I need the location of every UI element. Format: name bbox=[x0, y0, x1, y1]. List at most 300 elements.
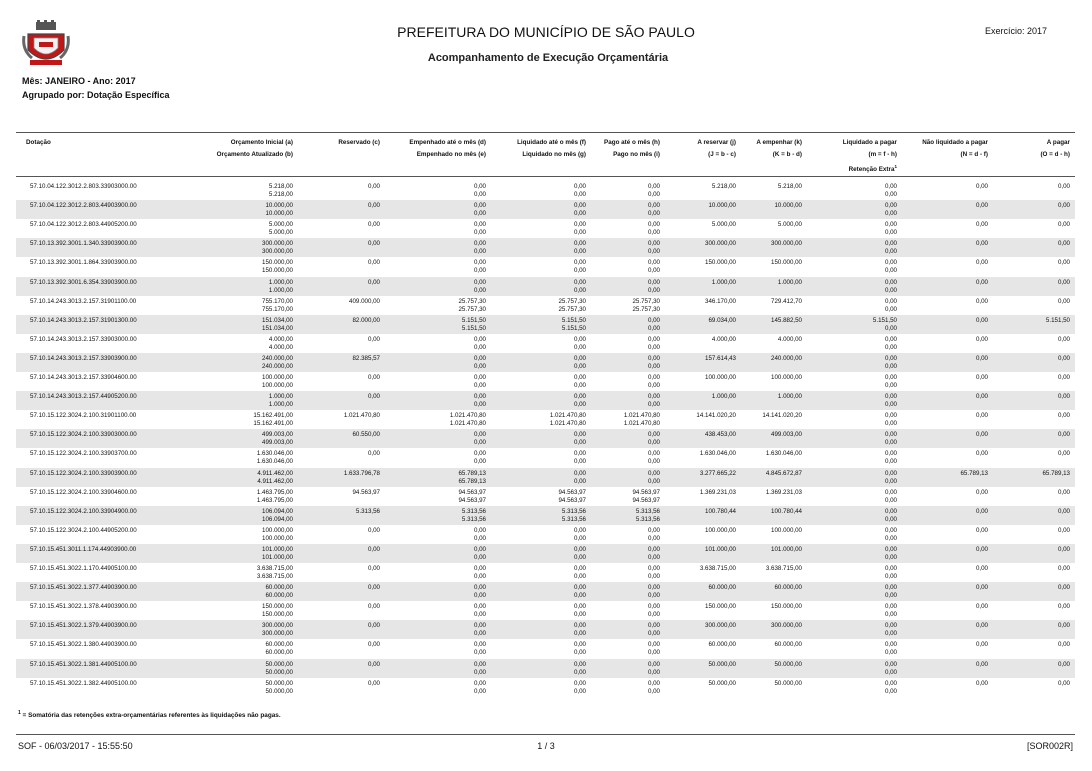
cell-dotacao: 57.10.13.392.3001.1.340.33903900.00 bbox=[30, 240, 137, 248]
cell-a-pagar: 0,00 bbox=[1057, 584, 1070, 592]
cell-liquidado-ate-mes: 0,00 bbox=[573, 469, 586, 477]
cell-empenhado-no-mes: 0,00 bbox=[473, 439, 486, 447]
cell-liquidado-a-pagar: 0,00 bbox=[884, 488, 897, 496]
cell-a-empenhar: 150.000,00 bbox=[771, 259, 802, 267]
table-row bbox=[16, 678, 1075, 697]
cell-liquidado-a-pagar: 0,00 bbox=[884, 565, 897, 572]
cell-a-empenhar: 3.638.715,00 bbox=[765, 565, 802, 572]
cell-a-pagar: 0,00 bbox=[1057, 545, 1070, 553]
column-header-empenhado-ate-mes: Empenhado até o mês (d) bbox=[409, 139, 486, 146]
cell-retencao-extra: 0,00 bbox=[884, 286, 897, 294]
column-header-liquidado-a-pagar-formula: (m = f - h) bbox=[868, 151, 897, 158]
cell-orcamento-atualizado: 100.000,00 bbox=[262, 382, 293, 389]
cell-reservado: 0,00 bbox=[367, 679, 380, 687]
cell-liquidado-no-mes: 0,00 bbox=[573, 534, 586, 542]
exercise-year: Exercício: 2017 bbox=[984, 26, 1047, 36]
cell-reservado: 0,00 bbox=[367, 622, 380, 630]
cell-orcamento-inicial: 151.034,00 bbox=[262, 316, 293, 324]
cell-a-reservar: 438.453,00 bbox=[705, 431, 736, 439]
cell-a-reservar: 1.000,00 bbox=[711, 393, 736, 401]
cell-empenhado-ate-mes: 0,00 bbox=[473, 450, 486, 458]
cell-dotacao: 57.10.04.122.3012.2.803.44905200.00 bbox=[30, 221, 137, 229]
column-header-liquidado-ate-mes: Liquidado até o mês (f) bbox=[517, 139, 586, 146]
cell-a-pagar: 0,00 bbox=[1057, 450, 1070, 458]
cell-retencao-extra: 0,00 bbox=[884, 362, 897, 370]
cell-pago-no-mes: 0,00 bbox=[647, 401, 660, 409]
cell-empenhado-ate-mes: 0,00 bbox=[473, 240, 486, 248]
cell-pago-no-mes: 0,00 bbox=[647, 267, 660, 275]
cell-empenhado-no-mes: 0,00 bbox=[473, 592, 486, 600]
cell-a-reservar: 300.000,00 bbox=[705, 240, 736, 248]
cell-reservado: 1.021.470,80 bbox=[343, 412, 380, 420]
cell-a-pagar: 0,00 bbox=[1057, 202, 1070, 210]
cell-liquidado-a-pagar: 0,00 bbox=[884, 202, 897, 210]
cell-reservado: 0,00 bbox=[367, 641, 380, 649]
cell-liquidado-ate-mes: 0,00 bbox=[573, 660, 586, 668]
table-row bbox=[16, 563, 1075, 582]
cell-pago-no-mes: 0,00 bbox=[647, 439, 660, 447]
cell-liquidado-a-pagar: 0,00 bbox=[884, 450, 897, 458]
table-row bbox=[16, 277, 1075, 296]
cell-liquidado-a-pagar: 0,00 bbox=[884, 259, 897, 267]
table-row bbox=[16, 257, 1075, 276]
cell-a-empenhar: 300.000,00 bbox=[771, 240, 802, 248]
cell-a-pagar: 0,00 bbox=[1057, 622, 1070, 630]
cell-liquidado-ate-mes: 0,00 bbox=[573, 278, 586, 286]
cell-a-empenhar: 100.780,44 bbox=[771, 507, 802, 515]
cell-dotacao: 57.10.15.451.3022.1.382.44905100.00 bbox=[30, 679, 137, 687]
cell-a-empenhar: 5.218,00 bbox=[777, 183, 802, 190]
cell-pago-ate-mes: 0,00 bbox=[647, 622, 660, 630]
table-row bbox=[16, 238, 1075, 257]
cell-empenhado-no-mes: 0,00 bbox=[473, 248, 486, 256]
cell-empenhado-no-mes: 0,00 bbox=[473, 611, 486, 619]
cell-retencao-extra: 0,00 bbox=[884, 496, 897, 504]
cell-orcamento-atualizado: 300.000,00 bbox=[262, 630, 293, 638]
table-row bbox=[16, 506, 1075, 525]
cell-liquidado-ate-mes: 0,00 bbox=[573, 450, 586, 458]
cell-nao-liquidado-a-pagar: 65.789,13 bbox=[960, 469, 988, 477]
cell-retencao-extra: 0,00 bbox=[884, 611, 897, 619]
cell-a-empenhar: 150.000,00 bbox=[771, 603, 802, 611]
cell-orcamento-inicial: 1.630.046,00 bbox=[256, 450, 293, 458]
column-header-a-pagar: A pagar bbox=[1046, 139, 1070, 146]
cell-a-empenhar: 100.000,00 bbox=[771, 526, 802, 534]
cell-orcamento-atualizado: 60.000,00 bbox=[265, 649, 293, 657]
cell-retencao-extra: 0,00 bbox=[884, 210, 897, 218]
cell-a-empenhar: 1.000,00 bbox=[777, 393, 802, 401]
cell-nao-liquidado-a-pagar: 0,00 bbox=[975, 565, 988, 572]
cell-a-empenhar: 10.000,00 bbox=[774, 202, 802, 210]
cell-liquidado-a-pagar: 0,00 bbox=[884, 221, 897, 229]
cell-pago-no-mes: 0,00 bbox=[647, 611, 660, 619]
cell-orcamento-inicial: 4.911.462,00 bbox=[257, 469, 293, 477]
column-header-nao-liquidado-a-pagar: Não liquidado a pagar bbox=[922, 139, 988, 146]
cell-orcamento-atualizado: 1.463.795,00 bbox=[256, 496, 293, 504]
cell-liquidado-no-mes: 0,00 bbox=[573, 439, 586, 447]
cell-dotacao: 57.10.15.122.3024.2.100.33903700.00 bbox=[30, 450, 137, 458]
cell-liquidado-a-pagar: 0,00 bbox=[884, 641, 897, 649]
cell-retencao-extra: 0,00 bbox=[884, 592, 897, 600]
cell-empenhado-ate-mes: 0,00 bbox=[473, 622, 486, 630]
cell-retencao-extra: 0,00 bbox=[884, 229, 897, 237]
cell-liquidado-no-mes: 5.151,50 bbox=[561, 324, 586, 332]
column-header-reservado: Reservado (c) bbox=[338, 139, 380, 146]
cell-liquidado-no-mes: 0,00 bbox=[573, 210, 586, 218]
cell-reservado: 0,00 bbox=[367, 393, 380, 401]
cell-dotacao: 57.10.14.243.3013.2.157.44905200.00 bbox=[30, 393, 137, 401]
cell-empenhado-no-mes: 0,00 bbox=[473, 534, 486, 542]
cell-pago-ate-mes: 0,00 bbox=[647, 469, 660, 477]
cell-nao-liquidado-a-pagar: 0,00 bbox=[975, 660, 988, 668]
cell-dotacao: 57.10.15.122.3024.2.100.31901100.00 bbox=[30, 412, 137, 420]
column-header-liquidado-a-pagar: Liquidado a pagar bbox=[842, 139, 897, 146]
cell-orcamento-atualizado: 50.000,00 bbox=[265, 668, 293, 676]
cell-pago-no-mes: 0,00 bbox=[647, 649, 660, 657]
cell-orcamento-inicial: 3.638.715,00 bbox=[256, 565, 293, 572]
cell-a-reservar: 10.000,00 bbox=[708, 202, 736, 210]
cell-liquidado-ate-mes: 0,00 bbox=[573, 622, 586, 630]
cell-liquidado-no-mes: 0,00 bbox=[573, 573, 586, 580]
cell-liquidado-a-pagar: 0,00 bbox=[884, 374, 897, 381]
cell-retencao-extra: 0,00 bbox=[884, 458, 897, 466]
cell-a-reservar: 50.000,00 bbox=[708, 679, 736, 687]
cell-empenhado-no-mes: 94.563,97 bbox=[458, 496, 486, 504]
column-header-a-pagar-formula: (O = d - h) bbox=[1040, 151, 1070, 158]
cell-reservado: 0,00 bbox=[367, 183, 380, 190]
cell-a-reservar: 100.780,44 bbox=[705, 507, 736, 515]
cell-pago-no-mes: 0,00 bbox=[647, 191, 660, 198]
cell-orcamento-atualizado: 5.000,00 bbox=[268, 229, 293, 237]
cell-retencao-extra: 0,00 bbox=[884, 420, 897, 428]
cell-liquidado-no-mes: 25.757,30 bbox=[558, 305, 586, 313]
cell-nao-liquidado-a-pagar: 0,00 bbox=[975, 584, 988, 592]
cell-a-pagar: 0,00 bbox=[1057, 297, 1070, 305]
retencao-extra-footnote-mark: 1 bbox=[894, 164, 897, 169]
cell-dotacao: 57.10.14.243.3013.2.157.33904600.00 bbox=[30, 374, 137, 381]
cell-empenhado-ate-mes: 0,00 bbox=[473, 603, 486, 611]
table-row bbox=[16, 487, 1075, 506]
header-rule-bottom bbox=[16, 176, 1075, 177]
cell-pago-no-mes: 0,00 bbox=[647, 343, 660, 351]
cell-empenhado-ate-mes: 0,00 bbox=[473, 545, 486, 553]
cell-empenhado-no-mes: 5.151,50 bbox=[461, 324, 486, 332]
cell-liquidado-no-mes: 94.563,97 bbox=[558, 496, 586, 504]
cell-orcamento-inicial: 15.162.491,00 bbox=[253, 412, 293, 420]
cell-a-empenhar: 1.369.231,03 bbox=[765, 488, 802, 496]
table-row bbox=[16, 296, 1075, 315]
cell-pago-no-mes: 0,00 bbox=[647, 573, 660, 580]
cell-nao-liquidado-a-pagar: 0,00 bbox=[975, 183, 988, 190]
cell-orcamento-atualizado: 106.094,00 bbox=[262, 515, 293, 523]
cell-empenhado-no-mes: 0,00 bbox=[473, 458, 486, 466]
cell-dotacao: 57.10.14.243.3013.2.157.33903900.00 bbox=[30, 354, 137, 362]
cell-a-reservar: 5.000,00 bbox=[711, 221, 736, 229]
cell-reservado: 0,00 bbox=[367, 584, 380, 592]
cell-orcamento-atualizado: 5.218,00 bbox=[268, 191, 293, 198]
cell-a-empenhar: 499.003,00 bbox=[771, 431, 802, 439]
cell-empenhado-ate-mes: 5.151,50 bbox=[461, 316, 486, 324]
cell-orcamento-atualizado: 1.000,00 bbox=[268, 401, 293, 409]
page-number: 1 / 3 bbox=[537, 741, 555, 751]
cell-a-empenhar: 729.412,70 bbox=[771, 297, 802, 305]
cell-a-pagar: 0,00 bbox=[1057, 393, 1070, 401]
cell-orcamento-inicial: 499.003,00 bbox=[262, 431, 293, 439]
cell-liquidado-no-mes: 0,00 bbox=[573, 687, 586, 695]
grouped-by: Agrupado por: Dotação Específica bbox=[22, 90, 170, 100]
table-row bbox=[16, 659, 1075, 678]
cell-liquidado-a-pagar: 5.151,50 bbox=[872, 316, 897, 324]
cell-a-reservar: 3.277.665,22 bbox=[699, 469, 736, 477]
cell-dotacao: 57.10.15.451.3022.1.379.44903900.00 bbox=[30, 622, 137, 630]
cell-pago-no-mes: 0,00 bbox=[647, 687, 660, 695]
cell-nao-liquidado-a-pagar: 0,00 bbox=[975, 641, 988, 649]
column-header-a-reservar: A reservar (j) bbox=[697, 139, 736, 146]
cell-a-reservar: 346.170,00 bbox=[705, 297, 736, 305]
cell-liquidado-a-pagar: 0,00 bbox=[884, 603, 897, 611]
cell-a-pagar: 0,00 bbox=[1057, 374, 1070, 381]
cell-nao-liquidado-a-pagar: 0,00 bbox=[975, 603, 988, 611]
cell-empenhado-ate-mes: 0,00 bbox=[473, 183, 486, 190]
cell-orcamento-inicial: 60.000,00 bbox=[265, 584, 293, 592]
cell-a-empenhar: 50.000,00 bbox=[774, 679, 802, 687]
cell-pago-ate-mes: 0,00 bbox=[647, 278, 660, 286]
cell-orcamento-atualizado: 50.000,00 bbox=[265, 687, 293, 695]
cell-liquidado-no-mes: 0,00 bbox=[573, 458, 586, 466]
cell-a-empenhar: 60.000,00 bbox=[774, 641, 802, 649]
cell-reservado: 0,00 bbox=[367, 374, 380, 381]
cell-a-pagar: 5.151,50 bbox=[1045, 316, 1070, 324]
cell-pago-no-mes: 0,00 bbox=[647, 324, 660, 332]
cell-a-reservar: 1.630.046,00 bbox=[699, 450, 736, 458]
cell-pago-ate-mes: 0,00 bbox=[647, 526, 660, 534]
cell-liquidado-a-pagar: 0,00 bbox=[884, 240, 897, 248]
cell-reservado: 0,00 bbox=[367, 545, 380, 553]
cell-liquidado-no-mes: 0,00 bbox=[573, 382, 586, 389]
cell-liquidado-no-mes: 0,00 bbox=[573, 553, 586, 561]
cell-liquidado-ate-mes: 0,00 bbox=[573, 221, 586, 229]
table-row bbox=[16, 315, 1075, 334]
cell-a-empenhar: 101.000,00 bbox=[771, 545, 802, 553]
cell-liquidado-no-mes: 0,00 bbox=[573, 649, 586, 657]
column-header-nao-liquidado-formula: (N = d - f) bbox=[960, 151, 988, 158]
cell-a-empenhar: 60.000,00 bbox=[774, 584, 802, 592]
cell-a-pagar: 0,00 bbox=[1057, 660, 1070, 668]
cell-pago-ate-mes: 0,00 bbox=[647, 374, 660, 381]
table-row bbox=[16, 639, 1075, 658]
cell-a-pagar: 0,00 bbox=[1057, 335, 1070, 343]
cell-pago-ate-mes: 0,00 bbox=[647, 202, 660, 210]
cell-a-reservar: 5.218,00 bbox=[711, 183, 736, 190]
cell-empenhado-ate-mes: 0,00 bbox=[473, 660, 486, 668]
cell-dotacao: 57.10.15.451.3022.1.170.44905100.00 bbox=[30, 565, 137, 572]
cell-a-empenhar: 5.000,00 bbox=[777, 221, 802, 229]
cell-empenhado-ate-mes: 1.021.470,80 bbox=[449, 412, 486, 420]
cell-empenhado-ate-mes: 0,00 bbox=[473, 679, 486, 687]
table-row bbox=[16, 200, 1075, 219]
cell-retencao-extra: 0,00 bbox=[884, 267, 897, 275]
cell-empenhado-no-mes: 0,00 bbox=[473, 362, 486, 370]
cell-retencao-extra: 0,00 bbox=[884, 553, 897, 561]
cell-pago-no-mes: 0,00 bbox=[647, 286, 660, 294]
cell-liquidado-no-mes: 0,00 bbox=[573, 267, 586, 275]
cell-pago-no-mes: 25.757,30 bbox=[632, 305, 660, 313]
cell-orcamento-inicial: 300.000,00 bbox=[262, 622, 293, 630]
cell-orcamento-atualizado: 150.000,00 bbox=[262, 611, 293, 619]
cell-pago-ate-mes: 0,00 bbox=[647, 393, 660, 401]
cell-nao-liquidado-a-pagar: 0,00 bbox=[975, 450, 988, 458]
cell-reservado: 0,00 bbox=[367, 565, 380, 572]
cell-empenhado-ate-mes: 0,00 bbox=[473, 584, 486, 592]
cell-reservado: 0,00 bbox=[367, 278, 380, 286]
cell-dotacao: 57.10.15.451.3022.1.378.44903900.00 bbox=[30, 603, 137, 611]
cell-dotacao: 57.10.15.451.3022.1.381.44905100.00 bbox=[30, 660, 137, 668]
cell-orcamento-atualizado: 3.638.715,00 bbox=[256, 573, 293, 580]
cell-pago-ate-mes: 0,00 bbox=[647, 335, 660, 343]
cell-orcamento-inicial: 10.000,00 bbox=[265, 202, 293, 210]
column-header-empenhado-no-mes: Empenhado no mês (e) bbox=[416, 151, 486, 158]
cell-liquidado-a-pagar: 0,00 bbox=[884, 183, 897, 190]
cell-empenhado-no-mes: 0,00 bbox=[473, 553, 486, 561]
cell-nao-liquidado-a-pagar: 0,00 bbox=[975, 622, 988, 630]
cell-empenhado-ate-mes: 0,00 bbox=[473, 354, 486, 362]
cell-liquidado-ate-mes: 0,00 bbox=[573, 202, 586, 210]
cell-empenhado-no-mes: 1.021.470,80 bbox=[449, 420, 486, 428]
cell-reservado: 94.563,97 bbox=[352, 488, 380, 496]
cell-orcamento-atualizado: 10.000,00 bbox=[265, 210, 293, 218]
retencao-extra-label: Retenção Extra bbox=[848, 166, 895, 174]
cell-empenhado-no-mes: 0,00 bbox=[473, 649, 486, 657]
cell-liquidado-a-pagar: 0,00 bbox=[884, 584, 897, 592]
cell-reservado: 0,00 bbox=[367, 526, 380, 534]
cell-orcamento-inicial: 1.463.795,00 bbox=[256, 488, 293, 496]
cell-orcamento-inicial: 60.000,00 bbox=[265, 641, 293, 649]
column-header-a-reservar-formula: (J = b - c) bbox=[708, 151, 736, 158]
cell-a-empenhar: 240.000,00 bbox=[771, 354, 802, 362]
table-row bbox=[16, 353, 1075, 372]
cell-dotacao: 57.10.14.243.3013.2.157.33903000.00 bbox=[30, 335, 137, 343]
cell-reservado: 82.000,00 bbox=[352, 316, 380, 324]
cell-liquidado-no-mes: 0,00 bbox=[573, 343, 586, 351]
cell-a-pagar: 0,00 bbox=[1057, 488, 1070, 496]
cell-pago-no-mes: 0,00 bbox=[647, 553, 660, 561]
cell-orcamento-atualizado: 755.170,00 bbox=[262, 305, 293, 313]
cell-a-reservar: 300.000,00 bbox=[705, 622, 736, 630]
column-header-a-empenhar-formula: (K = b - d) bbox=[772, 151, 802, 158]
cell-liquidado-ate-mes: 0,00 bbox=[573, 259, 586, 267]
cell-empenhado-no-mes: 0,00 bbox=[473, 343, 486, 351]
cell-a-pagar: 0,00 bbox=[1057, 221, 1070, 229]
cell-orcamento-inicial: 100.000,00 bbox=[262, 526, 293, 534]
cell-empenhado-no-mes: 0,00 bbox=[473, 668, 486, 676]
cell-liquidado-no-mes: 0,00 bbox=[573, 229, 586, 237]
cell-liquidado-ate-mes: 0,00 bbox=[573, 374, 586, 381]
cell-empenhado-no-mes: 0,00 bbox=[473, 191, 486, 198]
cell-liquidado-ate-mes: 0,00 bbox=[573, 183, 586, 190]
column-header-pago-no-mes: Pago no mês (i) bbox=[613, 151, 660, 158]
cell-dotacao: 57.10.15.451.3011.1.174.44903900.00 bbox=[30, 545, 137, 553]
cell-pago-no-mes: 0,00 bbox=[647, 248, 660, 256]
cell-pago-ate-mes: 0,00 bbox=[647, 660, 660, 668]
table-row bbox=[16, 448, 1075, 467]
cell-liquidado-ate-mes: 1.021.470,80 bbox=[549, 412, 586, 420]
cell-dotacao: 57.10.14.243.3013.2.157.31901100.00 bbox=[30, 297, 137, 305]
cell-pago-no-mes: 0,00 bbox=[647, 477, 660, 485]
cell-a-pagar: 0,00 bbox=[1057, 431, 1070, 439]
cell-orcamento-inicial: 755.170,00 bbox=[262, 297, 293, 305]
cell-orcamento-atualizado: 100.000,00 bbox=[262, 534, 293, 542]
cell-orcamento-inicial: 1.000,00 bbox=[268, 278, 293, 286]
cell-liquidado-a-pagar: 0,00 bbox=[884, 431, 897, 439]
cell-empenhado-no-mes: 0,00 bbox=[473, 267, 486, 275]
cell-liquidado-no-mes: 0,00 bbox=[573, 362, 586, 370]
cell-liquidado-a-pagar: 0,00 bbox=[884, 412, 897, 420]
cell-empenhado-no-mes: 0,00 bbox=[473, 630, 486, 638]
cell-liquidado-no-mes: 0,00 bbox=[573, 477, 586, 485]
cell-retencao-extra: 0,00 bbox=[884, 305, 897, 313]
cell-empenhado-ate-mes: 0,00 bbox=[473, 565, 486, 572]
month-year: Mês: JANEIRO - Ano: 2017 bbox=[22, 76, 136, 86]
cell-retencao-extra: 0,00 bbox=[884, 573, 897, 580]
table-row bbox=[16, 334, 1075, 353]
cell-a-empenhar: 1.630.046,00 bbox=[765, 450, 802, 458]
cell-pago-no-mes: 1.021.470,80 bbox=[623, 420, 660, 428]
cell-a-reservar: 1.369.231,03 bbox=[699, 488, 736, 496]
cell-pago-ate-mes: 5.313,56 bbox=[635, 507, 660, 515]
cell-liquidado-no-mes: 0,00 bbox=[573, 248, 586, 256]
cell-dotacao: 57.10.13.392.3001.1.864.33903900.00 bbox=[30, 259, 137, 267]
cell-liquidado-ate-mes: 0,00 bbox=[573, 545, 586, 553]
cell-liquidado-ate-mes: 0,00 bbox=[573, 335, 586, 343]
cell-pago-ate-mes: 0,00 bbox=[647, 316, 660, 324]
cell-dotacao: 57.10.13.392.3001.6.354.33903900.00 bbox=[30, 278, 137, 286]
cell-liquidado-ate-mes: 0,00 bbox=[573, 603, 586, 611]
cell-orcamento-inicial: 4.000,00 bbox=[268, 335, 293, 343]
cell-a-empenhar: 145.882,50 bbox=[771, 316, 802, 324]
cell-nao-liquidado-a-pagar: 0,00 bbox=[975, 507, 988, 515]
cell-a-pagar: 65.789,13 bbox=[1042, 469, 1070, 477]
cell-orcamento-inicial: 100.000,00 bbox=[262, 374, 293, 381]
table-row bbox=[16, 410, 1075, 429]
cell-orcamento-atualizado: 499.003,00 bbox=[262, 439, 293, 447]
cell-nao-liquidado-a-pagar: 0,00 bbox=[975, 431, 988, 439]
cell-retencao-extra: 0,00 bbox=[884, 343, 897, 351]
cell-liquidado-a-pagar: 0,00 bbox=[884, 297, 897, 305]
cell-dotacao: 57.10.15.122.3024.2.100.33904900.00 bbox=[30, 507, 137, 515]
table-row bbox=[16, 181, 1075, 200]
cell-empenhado-no-mes: 0,00 bbox=[473, 229, 486, 237]
cell-pago-ate-mes: 94.563,97 bbox=[632, 488, 660, 496]
cell-a-pagar: 0,00 bbox=[1057, 565, 1070, 572]
cell-liquidado-ate-mes: 94.563,97 bbox=[558, 488, 586, 496]
cell-pago-ate-mes: 0,00 bbox=[647, 565, 660, 572]
table-row bbox=[16, 544, 1075, 563]
cell-orcamento-inicial: 240.000,00 bbox=[262, 354, 293, 362]
cell-retencao-extra: 0,00 bbox=[884, 668, 897, 676]
cell-orcamento-atualizado: 1.000,00 bbox=[268, 286, 293, 294]
column-header-retencao-extra bbox=[849, 164, 897, 173]
cell-pago-no-mes: 0,00 bbox=[647, 362, 660, 370]
cell-empenhado-no-mes: 65.789,13 bbox=[458, 477, 486, 485]
cell-orcamento-inicial: 50.000,00 bbox=[265, 660, 293, 668]
cell-liquidado-ate-mes: 0,00 bbox=[573, 679, 586, 687]
cell-pago-ate-mes: 0,00 bbox=[647, 679, 660, 687]
cell-a-empenhar: 300.000,00 bbox=[771, 622, 802, 630]
cell-a-pagar: 0,00 bbox=[1057, 259, 1070, 267]
cell-orcamento-inicial: 106.094,00 bbox=[262, 507, 293, 515]
cell-nao-liquidado-a-pagar: 0,00 bbox=[975, 526, 988, 534]
cell-nao-liquidado-a-pagar: 0,00 bbox=[975, 545, 988, 553]
